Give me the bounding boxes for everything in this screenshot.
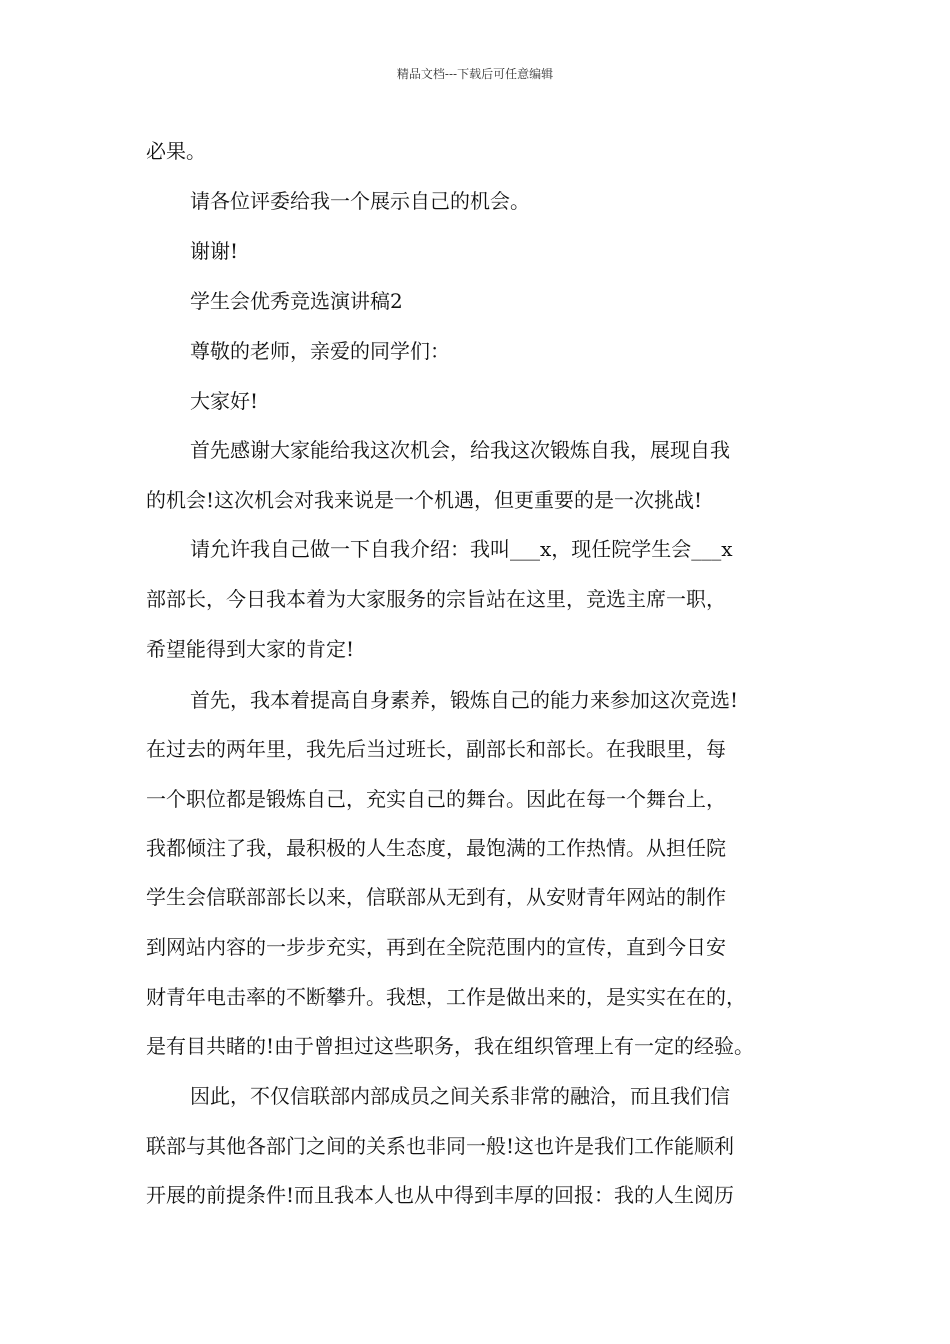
text-line: 我都倾注了我，最积极的人生态度，最饱满的工作热情。从担任院 [146, 836, 726, 860]
page-header: 精品文档---下载后可任意编辑 [396, 67, 554, 81]
text-line: 是有目共睹的!由于曾担过这些职务，我在组织管理上有一定的经验。 [146, 1034, 755, 1058]
text-line: 联部与其他各部门之间的关系也非同一般!这也许是我们工作能顺利 [146, 1134, 735, 1158]
text-line: 首先感谢大家能给我这次机会，给我这次锻炼自我，展现自我 [190, 438, 730, 462]
text-line: 学生会信联部部长以来，信联部从无到有，从安财青年网站的制作 [146, 885, 726, 909]
text-line: 到网站内容的一步步充实，再到在全院范围内的宣传，直到今日安 [146, 935, 726, 959]
text-line: 的机会!这次机会对我来说是一个机遇，但更重要的是一次挑战! [146, 488, 703, 512]
text-line: 尊敬的老师，亲爱的同学们： [190, 339, 450, 363]
text-line: 谢谢! [190, 239, 239, 263]
text-line: 一个职位都是锻炼自己，充实自己的舞台。因此在每一个舞台上， [146, 787, 726, 811]
text-line: 必果。 [146, 139, 206, 163]
text-line: 希望能得到大家的肯定! [146, 637, 355, 661]
text-line: 开展的前提条件!而且我本人也从中得到丰厚的回报：我的人生阅历 [146, 1183, 735, 1207]
text-line: 请各位评委给我一个展示自己的机会。 [190, 189, 530, 213]
text-line: 因此，不仅信联部内部成员之间关系非常的融洽，而且我们信 [190, 1084, 730, 1108]
text-line: 首先，我本着提高自身素养，锻炼自己的能力来参加这次竞选! [190, 688, 739, 712]
text-line: 在过去的两年里，我先后当过班长，副部长和部长。在我眼里，每 [146, 737, 726, 761]
text-line: 请允许我自己做一下自我介绍：我叫___x，现任院学生会___x [190, 537, 733, 561]
text-line: 部部长，今日我本着为大家服务的宗旨站在这里，竞选主席一职， [146, 587, 726, 611]
text-line: 大家好! [190, 389, 259, 413]
text-line: 财青年电击率的不断攀升。我想，工作是做出来的，是实实在在的， [146, 985, 746, 1009]
section-title: 学生会优秀竞选演讲稿2 [190, 289, 403, 313]
